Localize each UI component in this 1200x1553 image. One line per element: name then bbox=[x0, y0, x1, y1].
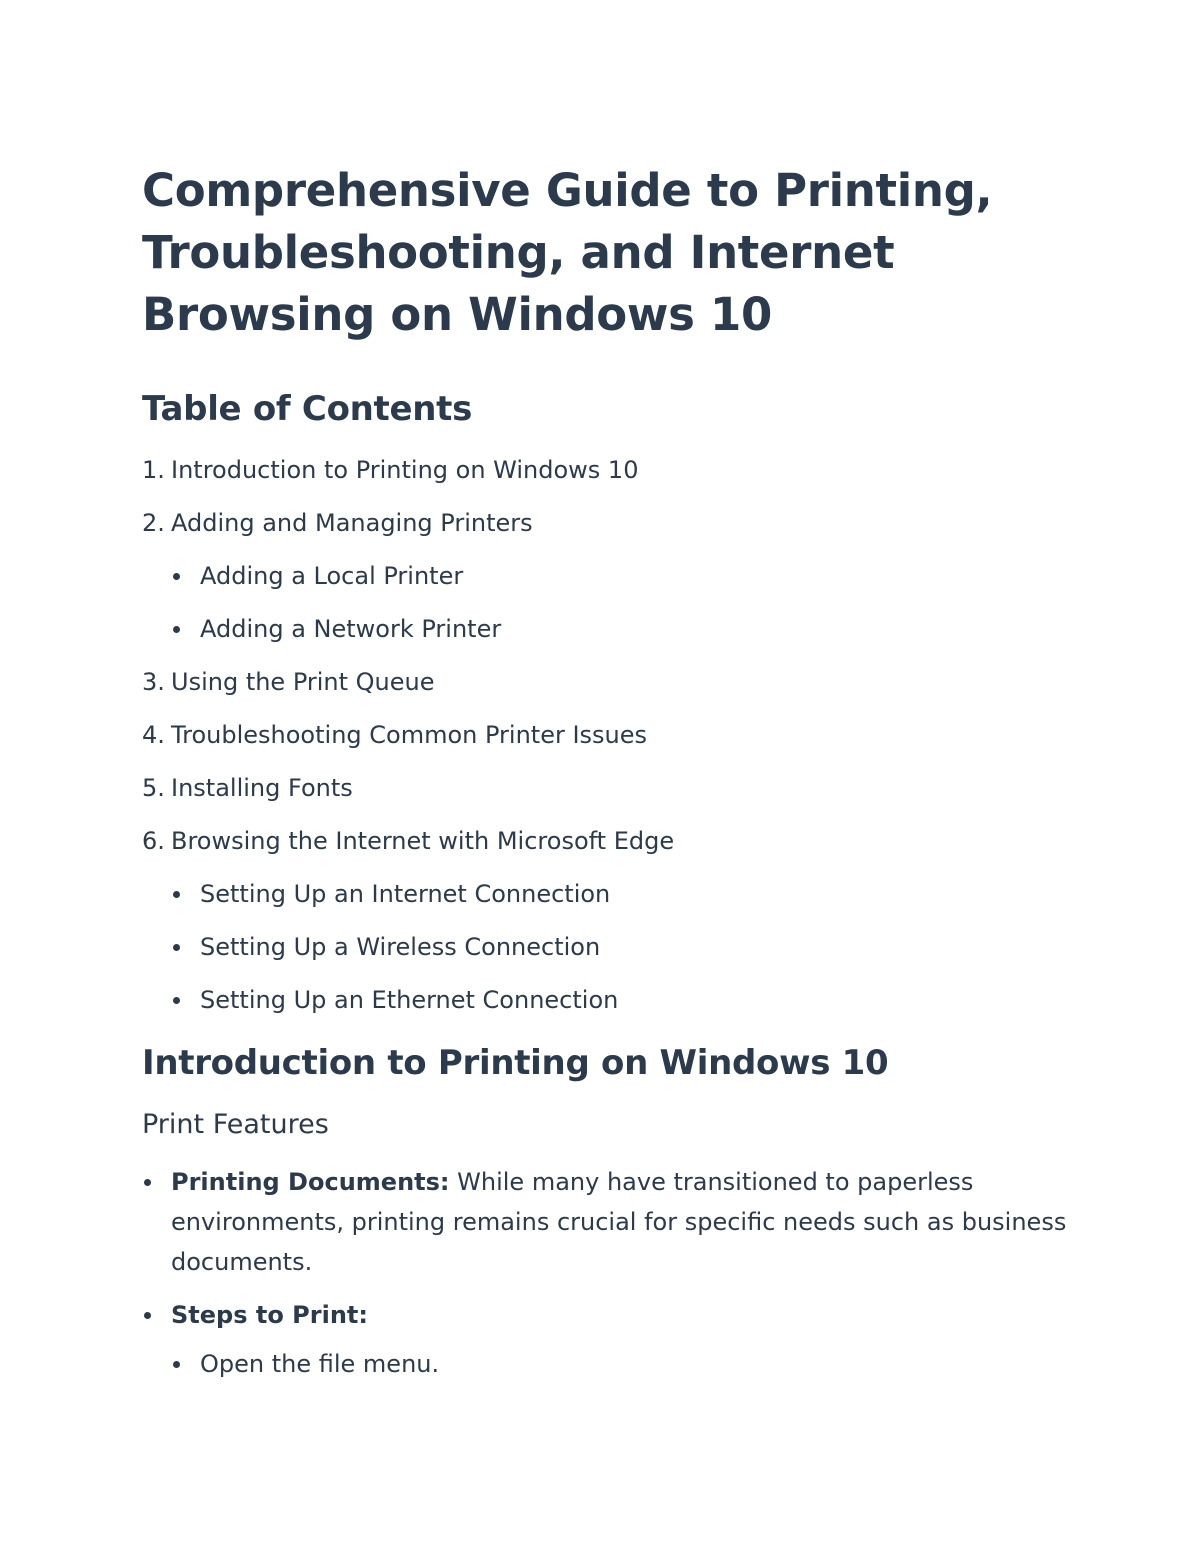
toc-subitem-label: Setting Up a Wireless Connection bbox=[200, 933, 601, 961]
feature-list bbox=[142, 1162, 1072, 1380]
bullet-icon bbox=[173, 891, 180, 898]
steps-sublist bbox=[171, 1348, 1072, 1380]
toc-item-number: 3. bbox=[142, 668, 165, 696]
bullet-icon bbox=[144, 1312, 151, 1319]
toc-item-label: Adding and Managing Printers bbox=[171, 509, 533, 537]
toc-subitem-label: Adding a Network Printer bbox=[200, 615, 502, 643]
bullet-icon bbox=[173, 1361, 180, 1368]
feature-item-printing-documents bbox=[142, 1162, 1072, 1282]
document-title: Comprehensive Guide to Printing, Troubleshooting, and Internet Browsing on Windows 10 bbox=[142, 164, 993, 341]
bullet-icon bbox=[173, 944, 180, 951]
toc-item-6[interactable] bbox=[142, 825, 1072, 1016]
toc-item-label: Introduction to Printing on Windows 10 bbox=[171, 456, 639, 484]
document-page bbox=[142, 160, 1072, 1393]
toc-item-2[interactable] bbox=[142, 507, 1072, 645]
table-of-contents bbox=[142, 454, 1072, 1016]
toc-heading: Table of Contents bbox=[142, 389, 473, 429]
feature-text: While many have transitioned to paperless environments, printing remains crucial for specific needs such as business documents. bbox=[171, 1168, 1067, 1276]
section-heading: Introduction to Printing on Windows 10 bbox=[142, 1043, 889, 1083]
feature-label: Steps to Print: bbox=[171, 1301, 368, 1329]
toc-item-number: 6. bbox=[142, 827, 165, 855]
feature-item-steps-to-print bbox=[142, 1295, 1072, 1380]
toc-subitem-label: Adding a Local Printer bbox=[200, 562, 464, 590]
toc-item-number: 4. bbox=[142, 721, 165, 749]
toc-item-number: 2. bbox=[142, 509, 165, 537]
toc-subitem-label: Setting Up an Ethernet Connection bbox=[200, 986, 619, 1014]
toc-item-1[interactable] bbox=[142, 454, 1072, 486]
toc-subitem-wireless-connection[interactable] bbox=[142, 931, 1072, 963]
toc-item-label: Browsing the Internet with Microsoft Edge bbox=[171, 827, 675, 855]
toc-subitem-ethernet-connection[interactable] bbox=[142, 984, 1072, 1016]
bullet-icon bbox=[173, 626, 180, 633]
toc-item-label: Installing Fonts bbox=[171, 774, 353, 802]
step-text: Open the file menu. bbox=[200, 1350, 440, 1378]
toc-sublist bbox=[142, 560, 1072, 645]
toc-item-4[interactable] bbox=[142, 719, 1072, 751]
bullet-icon bbox=[173, 573, 180, 580]
toc-item-number: 1. bbox=[142, 456, 165, 484]
toc-sublist bbox=[142, 878, 1072, 1016]
bullet-icon bbox=[144, 1179, 151, 1186]
step-item bbox=[171, 1348, 1072, 1380]
toc-subitem-local-printer[interactable] bbox=[142, 560, 1072, 592]
toc-subitem-internet-connection[interactable] bbox=[142, 878, 1072, 910]
bullet-icon bbox=[173, 997, 180, 1004]
section-subheading: Print Features bbox=[142, 1109, 329, 1140]
toc-item-label: Troubleshooting Common Printer Issues bbox=[171, 721, 648, 749]
toc-item-5[interactable] bbox=[142, 772, 1072, 804]
toc-item-number: 5. bbox=[142, 774, 165, 802]
feature-label: Printing Documents: bbox=[171, 1168, 450, 1196]
toc-item-label: Using the Print Queue bbox=[171, 668, 435, 696]
toc-item-3[interactable] bbox=[142, 666, 1072, 698]
toc-subitem-label: Setting Up an Internet Connection bbox=[200, 880, 611, 908]
toc-subitem-network-printer[interactable] bbox=[142, 613, 1072, 645]
